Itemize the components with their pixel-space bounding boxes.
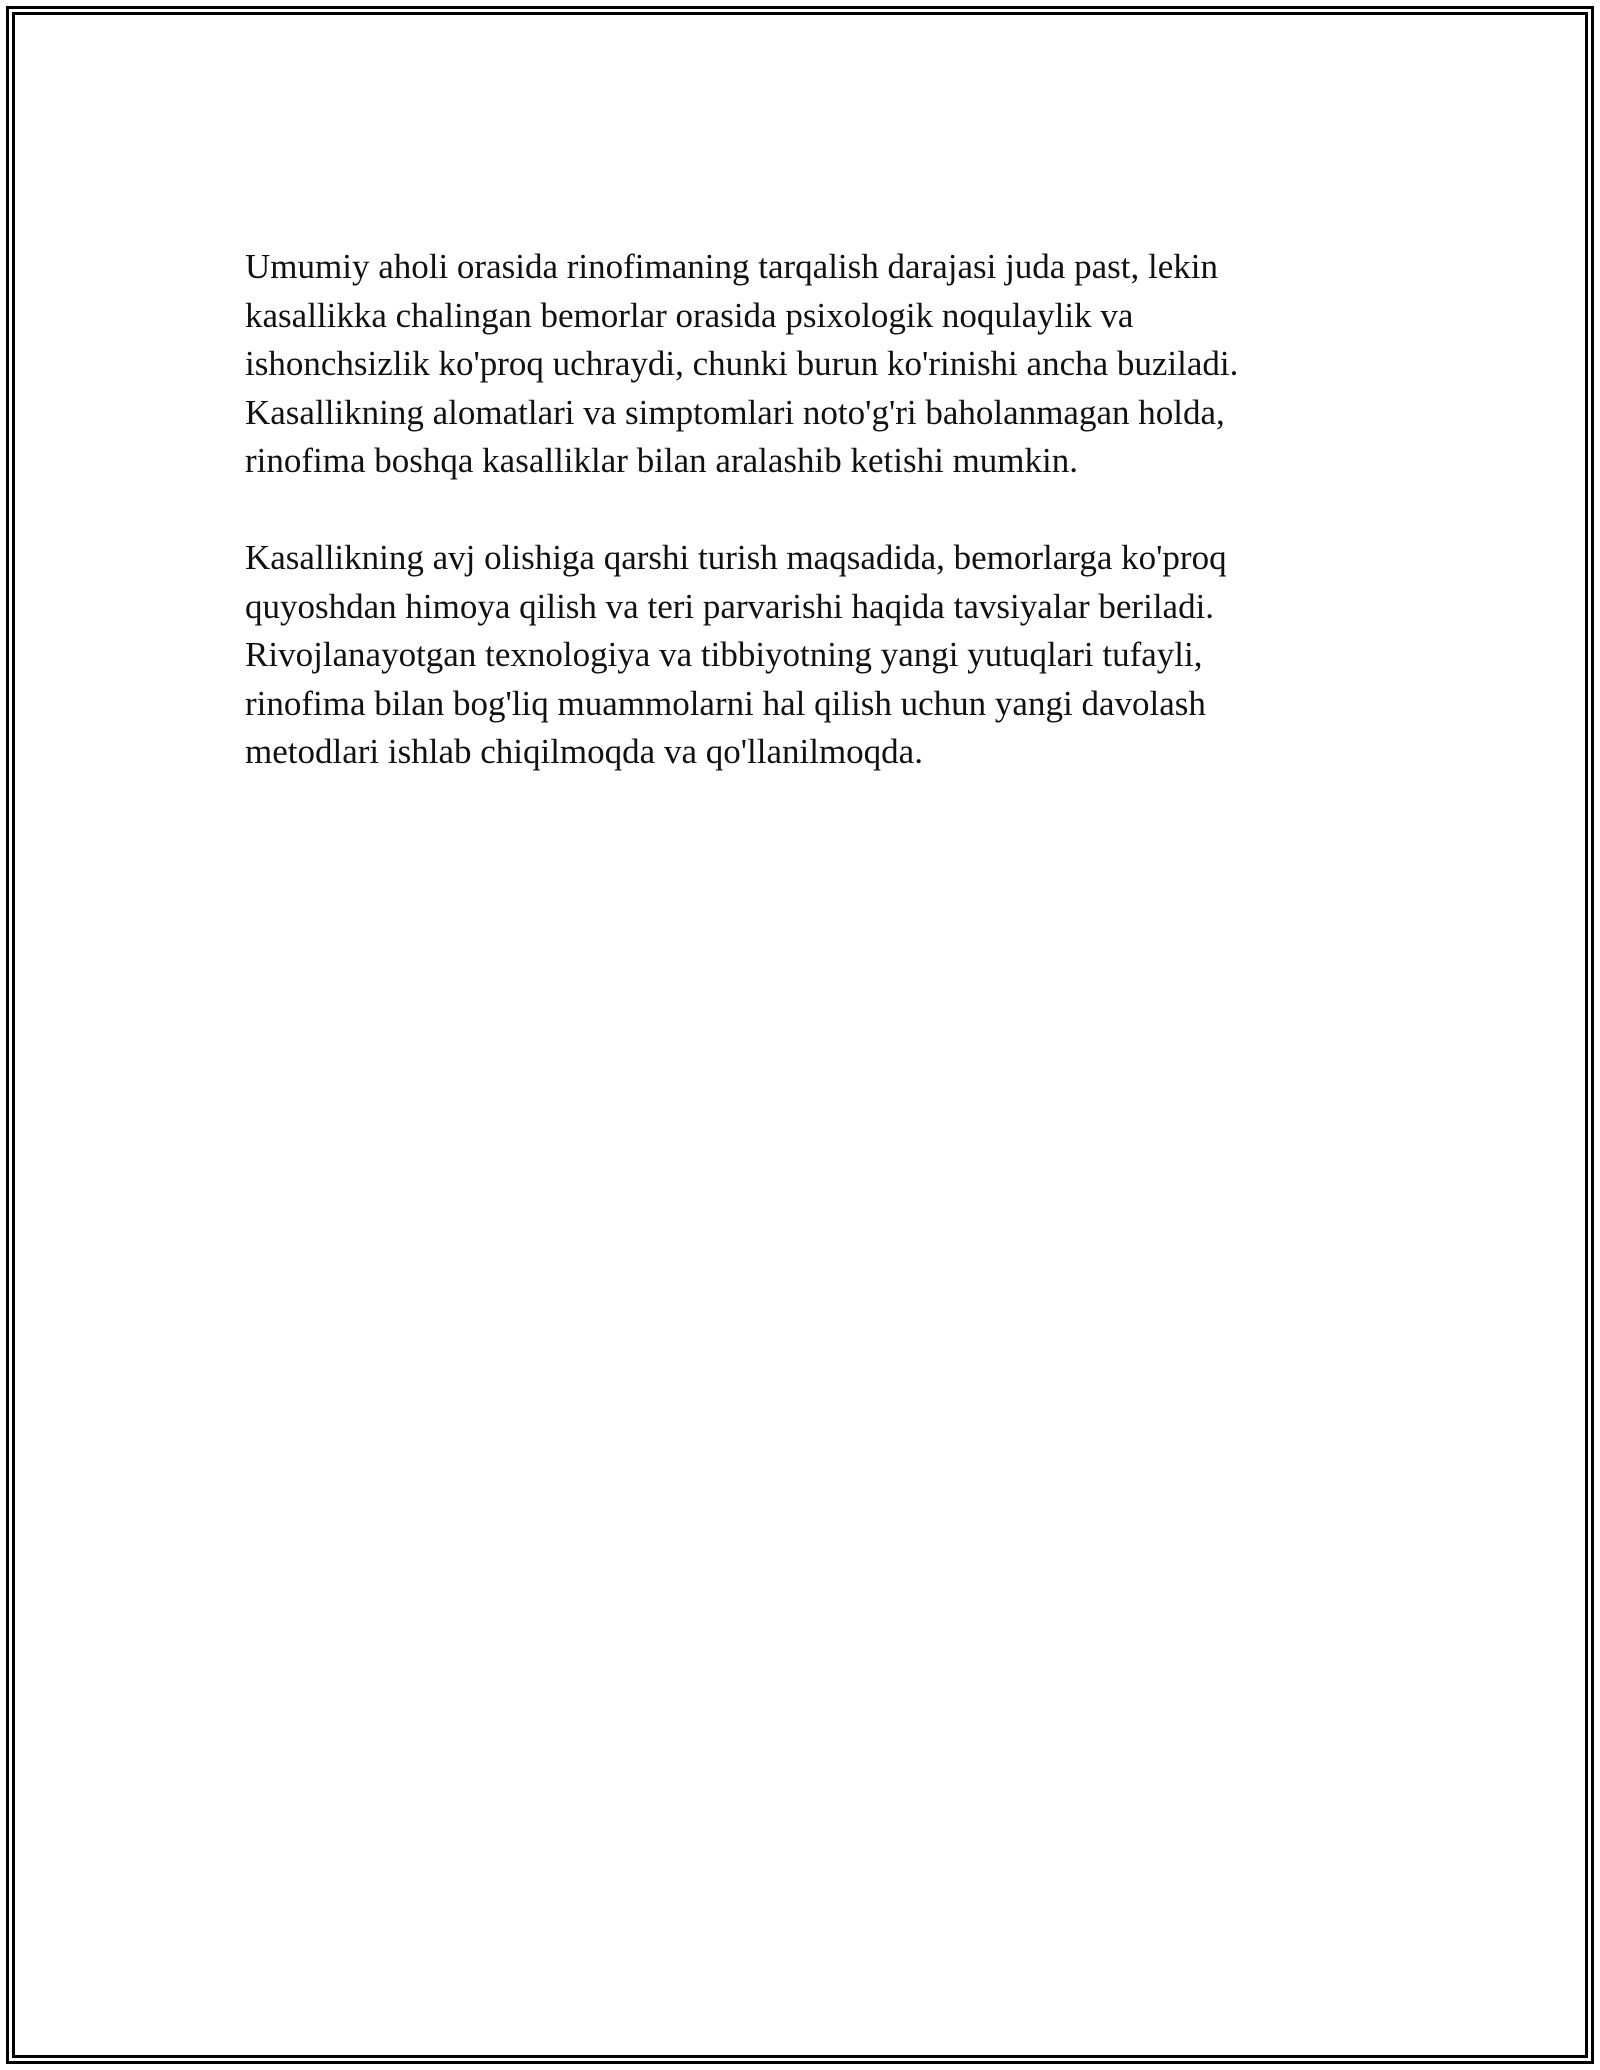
document-page bbox=[6, 6, 1594, 2064]
paragraph-1 bbox=[245, 243, 1335, 486]
paragraph-line: rinofima boshqa kasalliklar bilan aralashib ketishi mumkin. bbox=[245, 441, 1079, 480]
paragraph-line: ishonchsizlik ko'proq uchraydi, chunki burun ko'rinishi ancha buziladi. bbox=[245, 344, 1239, 383]
paragraph-line: Umumiy aholi orasida rinofimaning tarqalish darajasi juda past, lekin bbox=[245, 247, 1218, 286]
paragraph-line: Kasallikning avj olishiga qarshi turish maqsadida, bemorlarga ko'proq bbox=[245, 538, 1227, 577]
paragraph-2 bbox=[245, 534, 1335, 777]
paragraph-line: Rivojlanayotgan texnologiya va tibbiyotning yangi yutuqlari tufayli, bbox=[245, 635, 1203, 674]
paragraph-line: metodlari ishlab chiqilmoqda va qo'llanilmoqda. bbox=[245, 732, 923, 771]
paragraph-line: Kasallikning alomatlari va simptomlari noto'g'ri baholanmagan holda, bbox=[245, 392, 1225, 432]
document-body bbox=[245, 243, 1335, 825]
paragraph-line: quyoshdan himoya qilish va teri parvarishi haqida tavsiyalar beriladi. bbox=[245, 586, 1215, 626]
paragraph-line: rinofima bilan bog'liq muammolarni hal qilish uchun yangi davolash bbox=[245, 683, 1206, 723]
paragraph-line: kasallikka chalingan bemorlar orasida psixologik noqulaylik va bbox=[245, 295, 1134, 335]
